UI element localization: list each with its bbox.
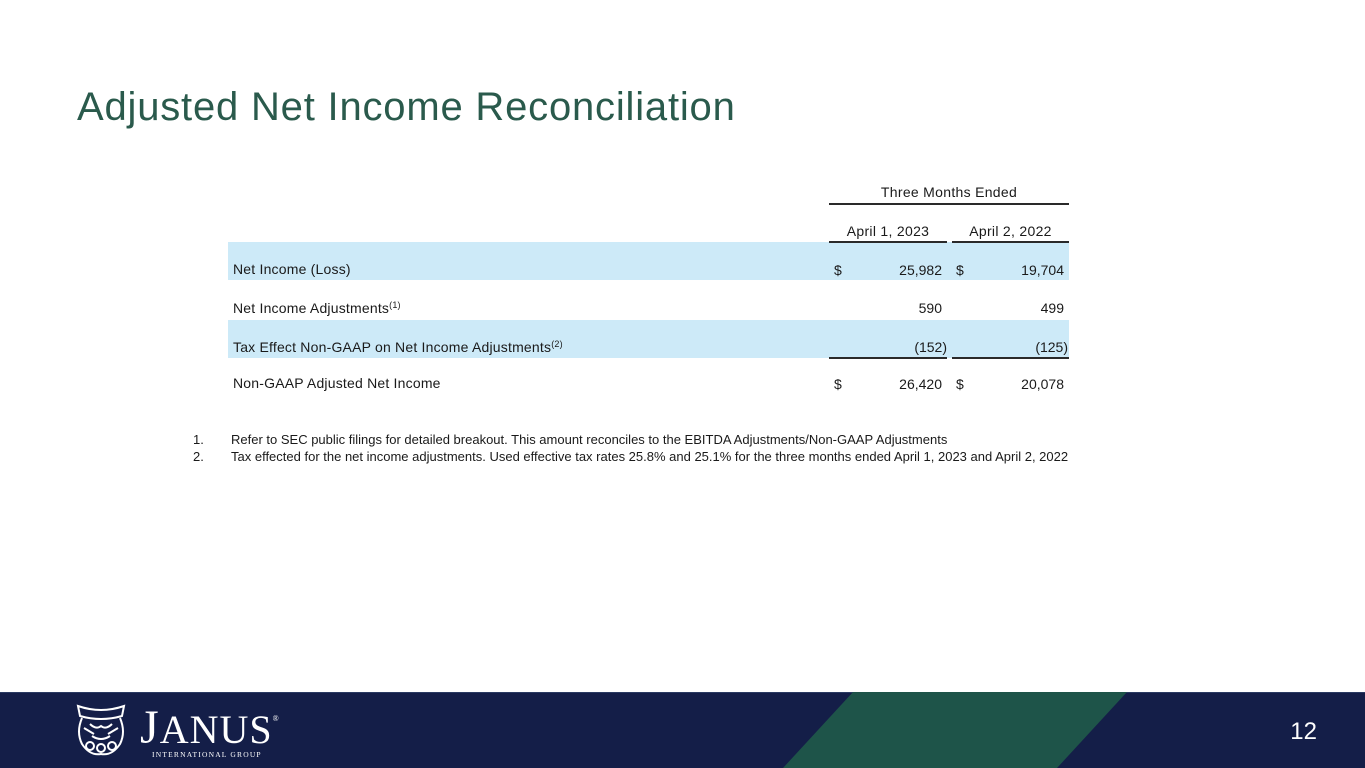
trademark-symbol: ® — [272, 713, 280, 723]
footnote-item — [193, 431, 1068, 448]
footnote-ref: (1) — [389, 300, 401, 310]
value-2022: 19,704 — [1021, 262, 1064, 278]
company-logo — [70, 698, 280, 760]
footnote-text: Tax effected for the net income adjustments. Used effective tax rates 25.8% and 25.1% for the three months ended April 1, 2023 and April 2, 2022 — [231, 449, 1069, 464]
logo-initial: J — [140, 700, 160, 754]
row-label — [233, 375, 441, 391]
currency-symbol: $ — [956, 376, 964, 392]
page-number: 12 — [1290, 718, 1317, 745]
footnote-text: Refer to SEC public filings for detailed breakout. This amount reconciles to the EBITDA Adjustments/Non-GAAP Adjustments — [231, 432, 948, 447]
column-header-2022: April 2, 2022 — [969, 223, 1052, 239]
value-2022: 499 — [1040, 300, 1064, 316]
logo-wordmark-text: ANUS — [159, 706, 273, 752]
value-2023: (152) — [914, 339, 947, 355]
column-header-underline-2023 — [829, 241, 947, 243]
value-2022: (125) — [1035, 339, 1068, 355]
row-label-text: Tax Effect Non-GAAP on Net Income Adjustments — [233, 339, 552, 355]
currency-symbol: $ — [834, 376, 842, 392]
janus-emblem-icon — [70, 698, 132, 760]
row-label-text: Net Income Adjustments — [233, 300, 390, 316]
column-group-header: Three Months Ended — [880, 184, 1018, 200]
row-label-text: Net Income (Loss) — [233, 261, 351, 277]
row-label — [233, 339, 563, 355]
footer-bar — [0, 692, 1365, 768]
footnote-number: 1. — [193, 432, 204, 447]
row-label — [233, 261, 351, 277]
column-header-2023: April 1, 2023 — [846, 223, 930, 239]
value-2023: 590 — [918, 300, 942, 316]
page-title: Adjusted Net Income Reconciliation — [77, 84, 736, 129]
subtotal-underline-2022 — [952, 357, 1069, 359]
footnote-ref: (2) — [551, 339, 563, 349]
footnote-number: 2. — [193, 449, 204, 464]
value-2022: 20,078 — [1021, 376, 1064, 392]
row-label — [233, 300, 401, 316]
value-2023: 25,982 — [899, 262, 942, 278]
logo-subtitle: INTERNATIONAL GROUP — [152, 749, 262, 759]
currency-symbol: $ — [956, 262, 964, 278]
footnotes — [193, 431, 1068, 465]
row-shade-net-income — [228, 242, 1069, 280]
group-header-underline — [829, 203, 1069, 205]
value-2023: 26,420 — [899, 376, 942, 392]
row-label-text: Non-GAAP Adjusted Net Income — [233, 375, 441, 391]
footnote-item — [193, 448, 1068, 465]
logo-wordmark — [140, 700, 280, 759]
subtotal-underline-2023 — [829, 357, 947, 359]
column-header-underline-2022 — [952, 241, 1069, 243]
currency-symbol: $ — [834, 262, 842, 278]
